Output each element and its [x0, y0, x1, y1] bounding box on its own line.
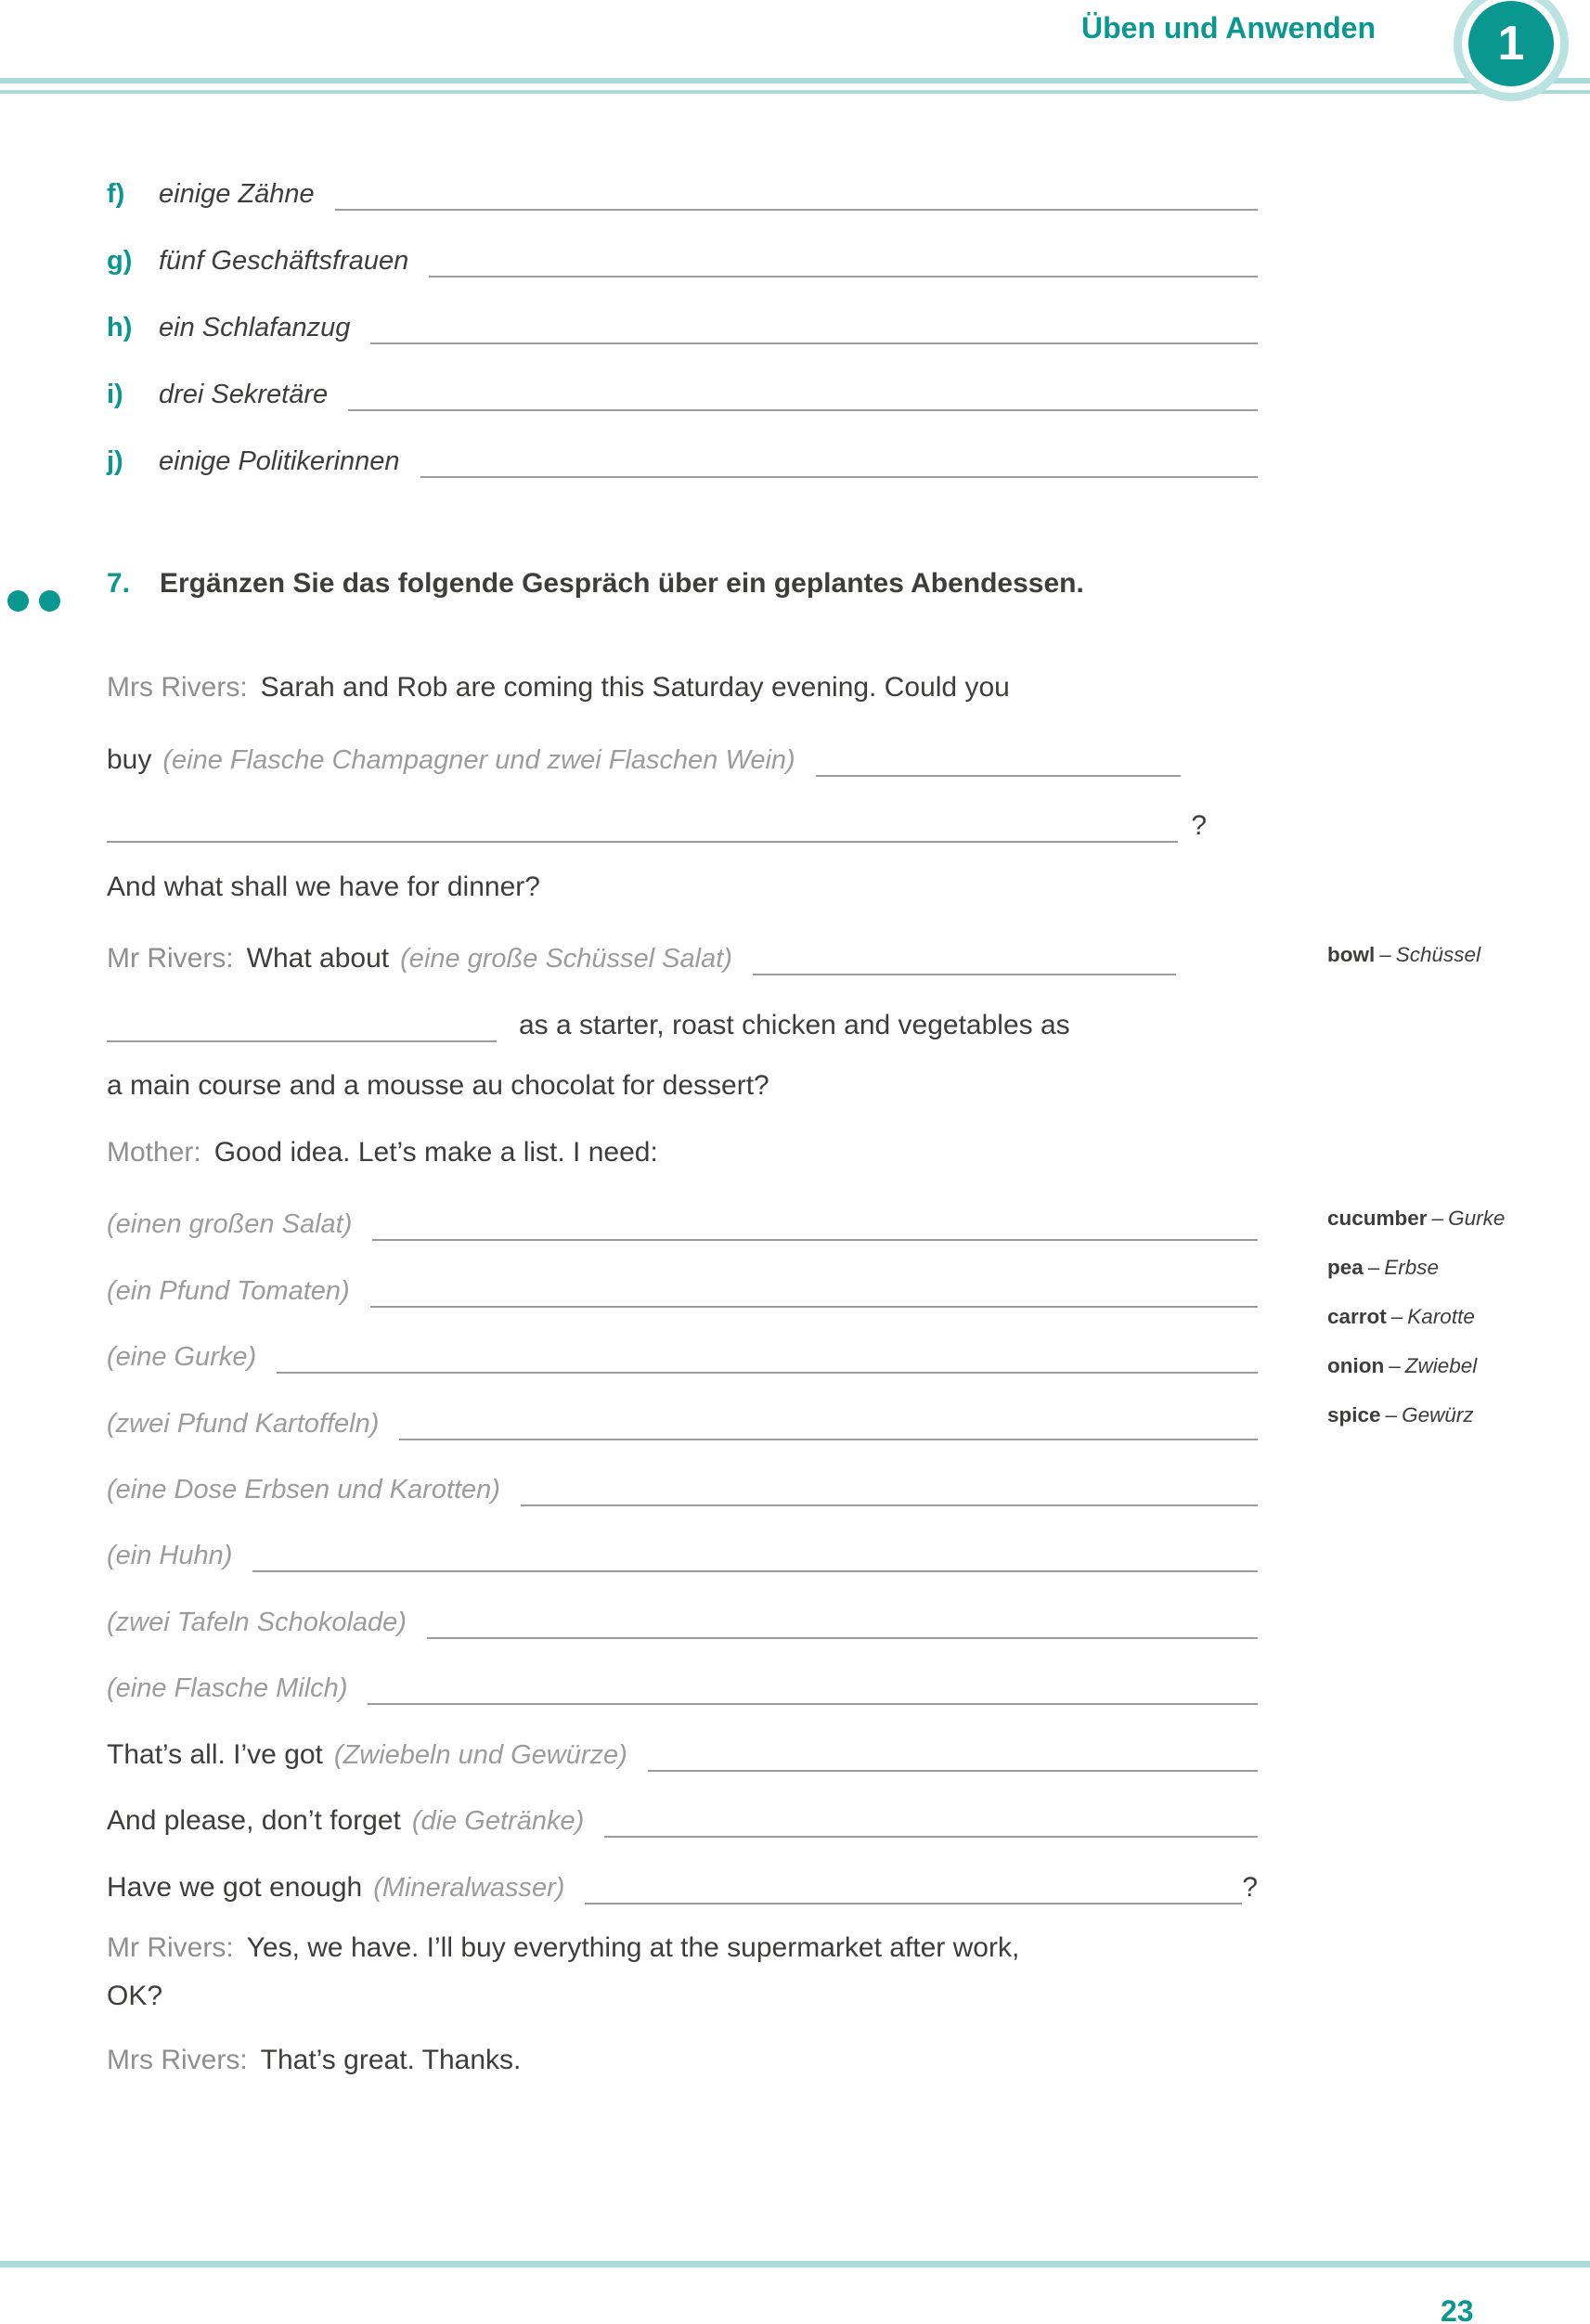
item-phrase: fünf Geschäftsfrauen: [159, 246, 409, 276]
vocab-translation: Gurke: [1448, 1207, 1506, 1230]
dialogue-line: [107, 2045, 1258, 2087]
bullet-dot: [7, 590, 29, 612]
dialogue-text: Have we got enough: [107, 1872, 363, 1903]
answer-blank: [429, 248, 1258, 278]
chapter-number: 1: [1497, 17, 1525, 71]
german-hint: (eine Gurke): [107, 1342, 257, 1372]
dialogue-text: as a starter, roast chicken and vegetables as: [519, 1010, 1070, 1040]
item-phrase: einige Politikerinnen: [159, 446, 400, 476]
german-hint: (ein Pfund Tomaten): [107, 1276, 350, 1306]
answer-blank: [370, 315, 1258, 344]
exercise-item-f: [107, 173, 1258, 213]
vocab-term: onion: [1327, 1354, 1385, 1377]
answer-blank: [277, 1344, 1258, 1374]
answer-blank: [427, 1609, 1258, 1639]
header-rule-thin: [0, 90, 1590, 94]
answer-blank: [107, 1013, 497, 1042]
vocab-term: spice: [1327, 1403, 1381, 1427]
german-hint: (einen großen Salat): [107, 1209, 353, 1239]
answer-blank: [420, 448, 1258, 478]
dialogue-line: [107, 1070, 1258, 1113]
vocab-separator: –: [1385, 1403, 1398, 1427]
dialogue-text: And what shall we have for dinner?: [107, 872, 540, 902]
answer-blank: [372, 1211, 1258, 1241]
dialogue-text: And please, don’t forget: [107, 1805, 401, 1836]
speaker-name: Mrs Rivers:: [107, 2045, 248, 2075]
header-rule-thick: [0, 78, 1590, 84]
page-header-title: Üben und Anwenden: [1080, 11, 1376, 45]
dialogue-line: [107, 1137, 1258, 1180]
item-label: i): [107, 380, 123, 409]
list-item: [107, 1203, 1258, 1246]
dialogue-text: OK?: [107, 1981, 163, 2011]
vocab-translation: Karotte: [1407, 1305, 1475, 1328]
margin-vocab-entry: [1327, 943, 1480, 967]
answer-blank: [585, 1875, 1242, 1904]
dialogue-line: [107, 937, 1176, 980]
item-label: h): [107, 313, 133, 342]
answer-blank: [370, 1278, 1258, 1308]
vocab-term: cucumber: [1327, 1207, 1428, 1230]
dialogue-line: [107, 1800, 1258, 1842]
margin-vocab-entry: [1327, 1305, 1475, 1329]
german-hint: (ein Huhn): [107, 1541, 233, 1570]
vocab-separator: –: [1367, 1256, 1380, 1279]
vocab-term: pea: [1327, 1256, 1364, 1279]
dialogue-line: [107, 1932, 1258, 1975]
answer-blank: [107, 813, 1178, 843]
exercise-item-h: [107, 306, 1258, 347]
german-hint: (zwei Pfund Kartoffeln): [107, 1409, 380, 1439]
exercise-item-g: [107, 239, 1258, 280]
dialogue-line: [107, 805, 1207, 847]
speaker-name: Mrs Rivers:: [107, 672, 248, 703]
vocab-separator: –: [1390, 1305, 1403, 1328]
dialogue-line: [107, 739, 1181, 781]
dialogue-line: [107, 1981, 1258, 2023]
list-item: [107, 1402, 1258, 1445]
bullet-dot: [39, 590, 60, 612]
list-item: [107, 1270, 1258, 1312]
vocab-translation: Gewürz: [1402, 1403, 1474, 1427]
vocab-separator: –: [1389, 1354, 1401, 1377]
dialogue-line: [107, 872, 1258, 914]
speaker-name: Mr Rivers:: [107, 1932, 234, 1963]
answer-blank: [753, 946, 1176, 975]
vocab-translation: Erbse: [1384, 1256, 1440, 1279]
list-item: [107, 1601, 1258, 1644]
vocab-translation: Schüssel: [1395, 943, 1481, 966]
item-phrase: ein Schlafanzug: [159, 313, 351, 342]
german-hint: (Zwiebeln und Gewürze): [333, 1740, 627, 1770]
dialogue-text: Yes, we have. I’ll buy everything at the supermarket after work,: [246, 1932, 1020, 1963]
exercise-instruction: Ergänzen Sie das folgende Gespräch über ein geplantes Abendessen.: [160, 568, 1084, 599]
dialogue-text: buy: [107, 744, 152, 775]
answer-blank: [816, 747, 1181, 777]
german-hint: (zwei Tafeln Schokolade): [107, 1607, 407, 1637]
list-item: [107, 1336, 1258, 1378]
item-phrase: einige Zähne: [159, 179, 315, 209]
german-hint: (eine große Schüssel Salat): [400, 944, 732, 974]
answer-blank: [648, 1742, 1258, 1772]
dialogue-text: ?: [1191, 810, 1207, 841]
vocab-term: carrot: [1327, 1305, 1387, 1328]
vocab-translation: Zwiebel: [1404, 1354, 1478, 1377]
dialogue-line: [107, 1734, 1258, 1776]
dialogue-text: Sarah and Rob are coming this Saturday evening. Could you: [260, 672, 1010, 703]
item-label: f): [107, 179, 125, 209]
german-hint: (eine Dose Erbsen und Karotten): [107, 1475, 500, 1504]
page-number: 23: [1441, 2294, 1474, 2324]
german-hint: (eine Flasche Champagner und zwei Flaschen Wein): [162, 745, 795, 775]
dialogue-line: [107, 1004, 1258, 1047]
margin-vocab-entry: [1327, 1403, 1474, 1427]
german-hint: (die Getränke): [411, 1806, 585, 1836]
item-phrase: drei Sekretäre: [159, 380, 329, 409]
exercise-item-j: [107, 440, 1258, 481]
footer-rule: [0, 2261, 1590, 2267]
vocab-separator: –: [1431, 1207, 1444, 1230]
german-hint: (eine Flasche Milch): [107, 1673, 348, 1703]
answer-blank: [252, 1543, 1258, 1572]
german-hint: (Mineralwasser): [373, 1873, 565, 1903]
list-item: [107, 1468, 1258, 1511]
speaker-name: Mother:: [107, 1137, 201, 1168]
dialogue-line: [107, 1866, 1258, 1909]
dialogue-text: What about: [246, 943, 390, 974]
item-label: j): [107, 446, 123, 476]
answer-blank: [604, 1808, 1258, 1838]
speaker-name: Mr Rivers:: [107, 943, 234, 974]
dialogue-text: Good idea. Let’s make a list. I need:: [213, 1137, 658, 1168]
dialogue-text: That’s all. I’ve got: [107, 1739, 323, 1770]
answer-blank: [335, 181, 1258, 211]
dialogue-text: ?: [1242, 1872, 1258, 1903]
answer-blank: [399, 1411, 1258, 1440]
dialogue-text: a main course and a mousse au chocolat for dessert?: [107, 1070, 769, 1101]
answer-blank: [368, 1675, 1258, 1705]
exercise-item-i: [107, 373, 1258, 414]
vocab-separator: –: [1379, 943, 1391, 966]
item-label: g): [107, 246, 133, 276]
list-item: [107, 1534, 1258, 1577]
vocab-term: bowl: [1327, 943, 1376, 966]
margin-vocab-entry: [1327, 1207, 1505, 1231]
chapter-badge: [1468, 1, 1554, 86]
list-item: [107, 1667, 1258, 1710]
answer-blank: [348, 381, 1258, 411]
exercise-number: 7.: [107, 568, 131, 599]
dialogue-text: That’s great. Thanks.: [260, 2045, 522, 2075]
margin-vocab-entry: [1327, 1256, 1439, 1280]
dialogue-line: [107, 672, 1258, 715]
margin-vocab-entry: [1327, 1354, 1477, 1378]
answer-blank: [521, 1477, 1258, 1506]
